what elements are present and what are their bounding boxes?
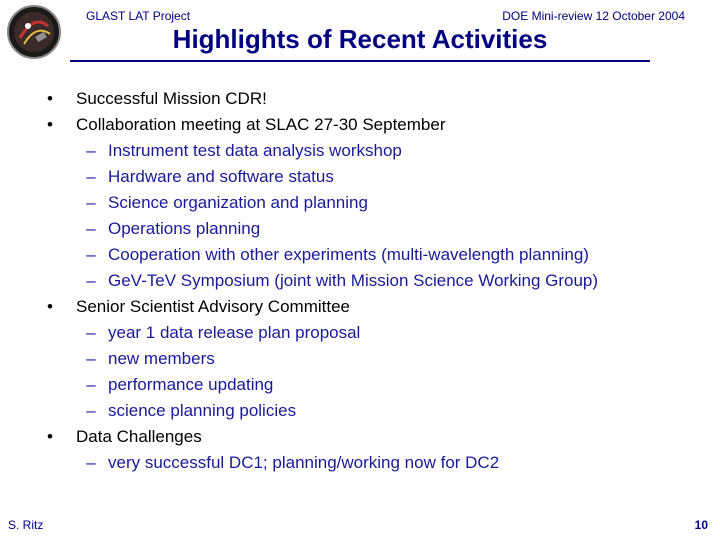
bullet-marker: • [47,115,53,134]
dash-marker: – [86,401,96,420]
bullet-text: Data Challenges [76,427,202,446]
bullet-item [0,112,720,138]
dash-marker: – [86,219,96,238]
sub-bullet-item [0,164,720,190]
dash-marker: – [86,349,96,368]
sub-bullet-item [0,346,720,372]
bullet-text: science planning policies [108,401,297,420]
dash-marker: – [86,271,96,290]
bullet-text: Successful Mission CDR! [76,89,267,108]
dash-marker: – [86,375,96,394]
bullet-text: new members [108,349,215,368]
page-title: Highlights of Recent Activities [172,24,548,54]
sub-bullet-item [0,138,720,164]
sub-bullet-item [0,320,720,346]
bullet-text: very successful DC1; planning/working now for DC2 [108,453,500,472]
sub-bullet-item [0,450,720,476]
bullet-text: Collaboration meeting at SLAC 27-30 September [76,115,446,134]
dash-marker: – [86,245,96,264]
bullet-marker: • [47,297,53,316]
bullet-marker: • [47,89,53,108]
bullet-text: year 1 data release plan proposal [108,323,361,342]
sub-bullet-item [0,398,720,424]
bullet-marker: • [47,427,53,446]
bullet-text: Science organization and planning [108,193,368,212]
bullet-item [0,294,720,320]
bullet-text: Cooperation with other experiments (multi-wavelength planning) [108,245,589,264]
bullet-item [0,86,720,112]
sub-bullet-item [0,216,720,242]
bullet-text: GeV-TeV Symposium (joint with Mission Science Working Group) [108,271,599,290]
bullet-item [0,424,720,450]
author-name: S. Ritz [8,518,44,532]
review-date: DOE Mini-review 12 October 2004 [502,9,685,23]
bullet-text: performance updating [108,375,274,394]
dash-marker: – [86,193,96,212]
page-number: 10 [694,518,708,532]
bullet-text: Senior Scientist Advisory Committee [76,297,350,316]
dash-marker: – [86,323,96,342]
title-divider [70,60,650,62]
sub-bullet-item [0,242,720,268]
bullet-text: Instrument test data analysis workshop [108,141,402,160]
dash-marker: – [86,167,96,186]
project-name: GLAST LAT Project [86,9,191,23]
dash-marker: – [86,141,96,160]
sub-bullet-item [0,372,720,398]
sub-bullet-item [0,268,720,294]
sub-bullet-item [0,190,720,216]
bullet-text: Hardware and software status [108,167,334,186]
dash-marker: – [86,453,96,472]
bullet-text: Operations planning [108,219,261,238]
